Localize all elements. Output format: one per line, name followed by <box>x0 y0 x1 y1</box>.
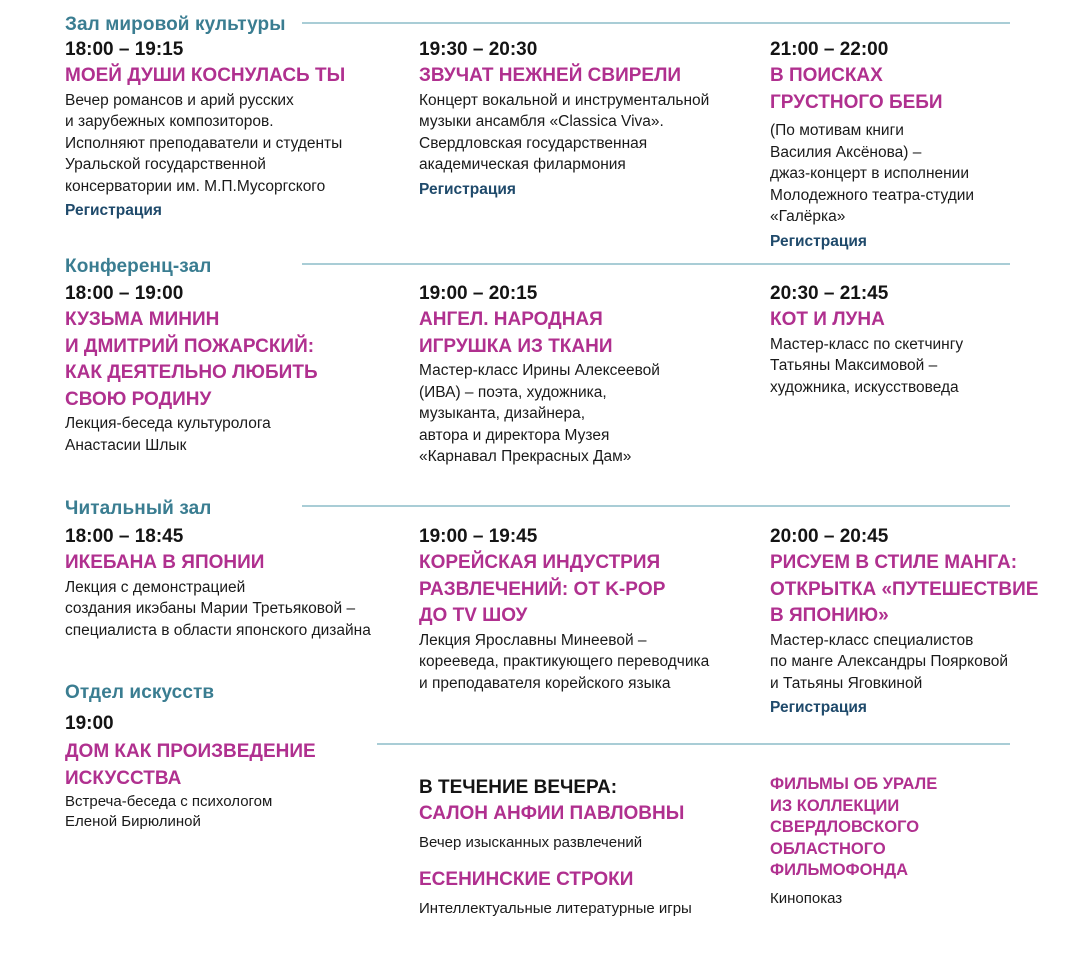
section-title-reading: Читальный зал <box>65 498 212 519</box>
event-description: Мастер-класс по скетчингу Татьяны Максимовой – художника, искусствоведа <box>770 335 964 396</box>
event-title: РИСУЕМ В СТИЛЕ МАНГА: ОТКРЫТКА «ПУТЕШЕСТВИЕ В ЯПОНИЮ» <box>770 552 1039 626</box>
event-title: АНГЕЛ. НАРОДНАЯ ИГРУШКА ИЗ ТКАНИ <box>419 309 613 357</box>
event-time: 20:00 – 20:45 <box>770 526 889 547</box>
event-time: 20:30 – 21:45 <box>770 283 889 304</box>
event-card <box>770 524 1070 720</box>
event-card <box>770 37 1060 254</box>
event-title: ФИЛЬМЫ ОБ УРАЛЕ ИЗ КОЛЛЕКЦИИ СВЕРДЛОВСКОГО ОБЛАСТНОГО ФИЛЬМОФОНДА <box>770 775 938 879</box>
registration-link[interactable]: Регистрация <box>419 180 516 198</box>
event-time: 19:00 – 20:15 <box>419 283 538 304</box>
event-title: В ПОИСКАХ ГРУСТНОГО БЕБИ <box>770 65 943 113</box>
event-description: Встреча-беседа с психологом Еленой Бирюлиной <box>65 793 273 830</box>
event-title: КУЗЬМА МИНИН И ДМИТРИЙ ПОЖАРСКИЙ: КАК ДЕЯТЕЛЬНО ЛЮБИТЬ СВОЮ РОДИНУ <box>65 309 318 410</box>
event-description: Кинопоказ <box>770 889 843 907</box>
event-card <box>770 281 1060 398</box>
event-description: Мастер-класс Ирины Алексеевой (ИВА) – поэта, художника, музыканта, дизайнера, автора и директора Музея «Карнавал Прекрасных Дам» <box>419 362 660 465</box>
event-time: 19:00 – 19:45 <box>419 526 538 547</box>
registration-link[interactable]: Регистрация <box>770 232 867 250</box>
event-description: Вечер романсов и арий русских и зарубежных композиторов. Исполняют преподаватели и студенты Уральской государственной консерватории им. М.П.Мусоргского <box>65 91 343 195</box>
section-divider <box>302 263 1010 265</box>
event-description: Вечер изысканных развлечений <box>419 833 643 851</box>
event-time: 19:00 <box>65 713 114 734</box>
event-time: 21:00 – 22:00 <box>770 39 889 60</box>
section-divider <box>302 505 1010 507</box>
event-title: ДОМ КАК ПРОИЗВЕДЕНИЕ ИСКУССТВА <box>65 741 316 789</box>
event-time: 18:00 – 19:15 <box>65 39 184 60</box>
event-card <box>419 37 749 202</box>
section-title-conference: Конференц-зал <box>65 256 212 277</box>
event-title: КОРЕЙСКАЯ ИНДУСТРИЯ РАЗВЛЕЧЕНИЙ: ОТ K-POP ДО TV ШОУ <box>419 552 666 626</box>
event-title: САЛОН АНФИИ ПАВЛОВНЫ <box>419 803 685 824</box>
event-time: 18:00 – 18:45 <box>65 526 184 547</box>
event-card <box>65 711 365 832</box>
event-description: Концерт вокальной и инструментальной музыки ансамбля «Classica Viva». Свердловская государственная академическая филармония <box>419 91 710 173</box>
registration-link[interactable]: Регистрация <box>770 699 867 716</box>
evening-heading: В ТЕЧЕНИЕ ВЕЧЕРА: <box>419 777 618 798</box>
registration-link[interactable]: Регистрация <box>65 202 162 219</box>
event-description: Лекция с демонстрацией создания икэбаны Марии Третьяковой – специалиста в области японского дизайна <box>65 578 371 639</box>
event-card <box>65 37 395 223</box>
section-divider <box>377 743 1010 745</box>
event-title: КОТ И ЛУНА <box>770 309 885 330</box>
event-description: Лекция-беседа культуролога Анастасии Шлык <box>65 415 271 454</box>
evening-block <box>419 775 759 919</box>
event-card <box>419 524 759 694</box>
event-title: ЕСЕНИНСКИЕ СТРОКИ <box>419 869 634 890</box>
section-title-world-culture: Зал мировой культуры <box>65 14 286 35</box>
event-description: Интеллектуальные литературные игры <box>419 899 692 917</box>
event-card <box>65 524 410 641</box>
event-time: 19:30 – 20:30 <box>419 39 538 60</box>
event-title: ИКЕБАНА В ЯПОНИИ <box>65 552 265 573</box>
event-title: МОЕЙ ДУШИ КОСНУЛАСЬ ТЫ <box>65 65 346 86</box>
films-block <box>770 774 1060 909</box>
event-description: (По мотивам книги Василия Аксёнова) – джаз-концерт в исполнении Молодежного театра-студии «Галёрка» <box>770 122 975 225</box>
section-divider <box>302 22 1010 24</box>
event-title: ЗВУЧАТ НЕЖНЕЙ СВИРЕЛИ <box>419 65 682 86</box>
section-title-arts: Отдел искусств <box>65 682 215 703</box>
event-card <box>65 281 395 456</box>
event-description: Мастер-класс специалистов по манге Александры Поярковой и Татьяны Яговкиной <box>770 631 1009 692</box>
event-time: 18:00 – 19:00 <box>65 283 184 304</box>
event-description: Лекция Ярославны Минеевой – корееведа, практикующего переводчика и преподавателя корейского языка <box>419 631 710 692</box>
event-card <box>419 281 749 468</box>
